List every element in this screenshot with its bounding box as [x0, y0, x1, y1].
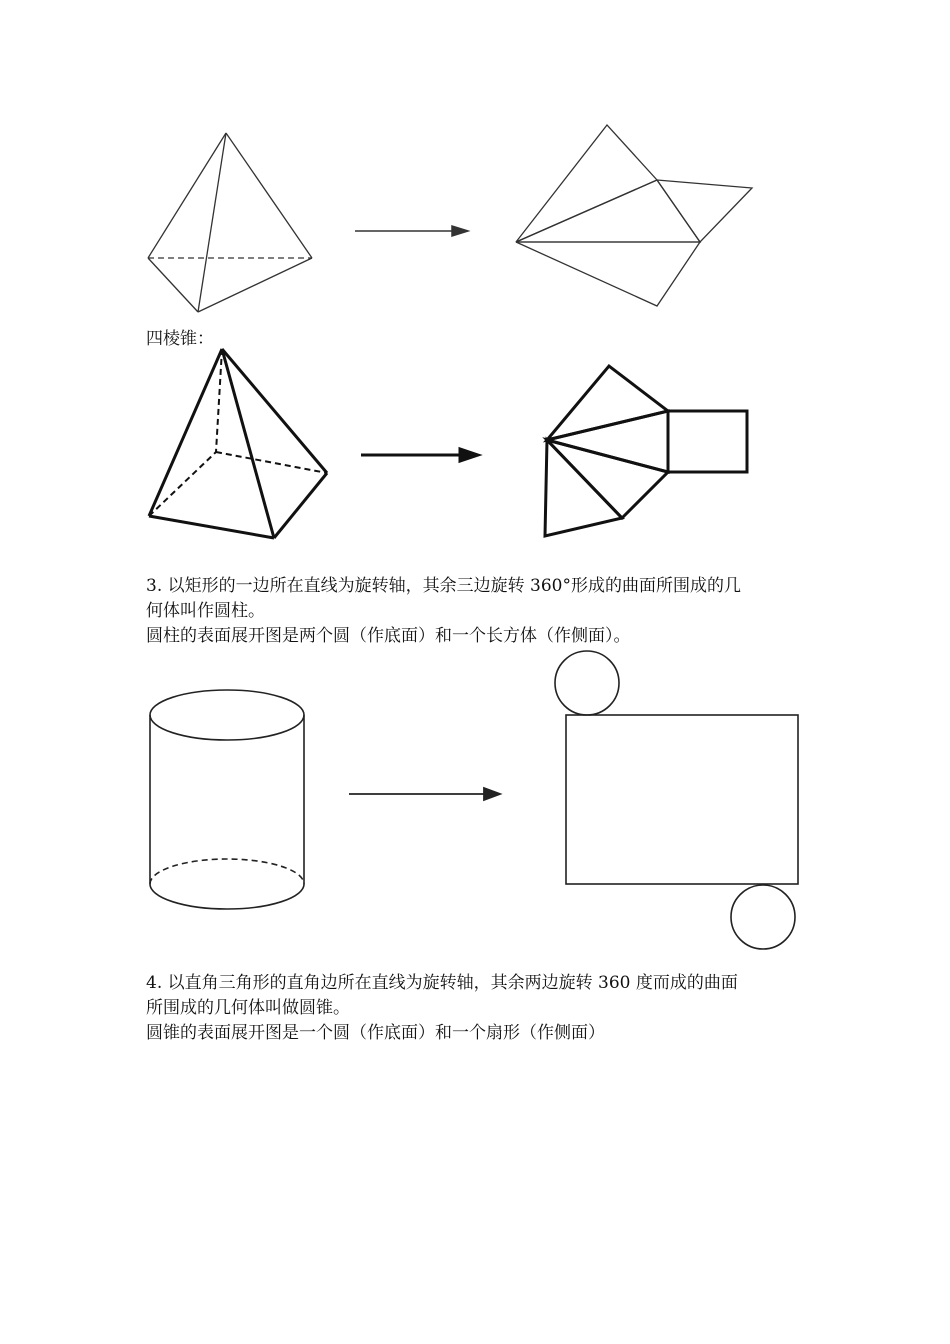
triangular-pyramid-figure [0, 0, 950, 330]
square-pyramid-drawing [149, 349, 327, 538]
square-pyramid-net [545, 366, 747, 536]
cylinder-definition-line1: 3. 以矩形的一边所在直线为旋转轴，其余三边旋转 360°形成的曲面所围成的几 [146, 576, 741, 596]
cylinder-drawing [150, 690, 304, 909]
triangular-pyramid-drawing [148, 133, 312, 312]
arrow-1 [355, 226, 468, 236]
cone-definition-line1: 4. 以直角三角形的直角边所在直线为旋转轴，其余两边旋转 360 度而成的曲面 [146, 973, 738, 993]
square-pyramid-figure [0, 340, 950, 550]
arrow-2 [361, 449, 478, 461]
cone-net-description: 圆锥的表面展开图是一个圆（作底面）和一个扇形（作侧面） [146, 1023, 605, 1043]
triangular-pyramid-net [516, 125, 752, 306]
cone-definition-line2: 所围成的几何体叫做圆锥。 [146, 998, 350, 1018]
square-pyramid-label: 四棱锥： [146, 329, 214, 349]
arrow-3 [349, 788, 500, 800]
cylinder-figure [0, 640, 950, 960]
cylinder-net [555, 651, 798, 949]
cylinder-definition-line2: 何体叫作圆柱。 [146, 601, 265, 621]
cylinder-net-description: 圆柱的表面展开图是两个圆（作底面）和一个长方体（作侧面）。 [146, 626, 631, 646]
